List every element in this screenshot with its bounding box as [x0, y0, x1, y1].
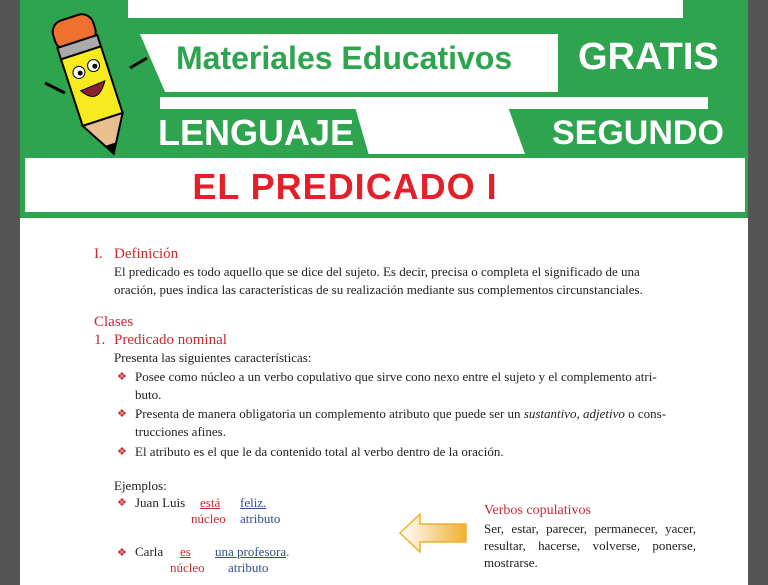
- bullet-icon: ❖: [117, 408, 127, 420]
- section-number: 1.: [94, 332, 106, 348]
- page-title: EL PREDICADO I: [192, 166, 498, 207]
- arrow-left-icon: [398, 512, 470, 554]
- header-band: [128, 0, 683, 18]
- example-attribute: feliz.: [240, 495, 267, 510]
- gratis-label: GRATIS: [578, 36, 719, 78]
- paragraph-line: Presenta las siguientes características:: [114, 350, 312, 365]
- brand-name: Materiales Educativos: [176, 40, 513, 76]
- pencil-mascot-icon: [35, 8, 155, 158]
- section-heading: Predicado nominal: [114, 332, 227, 348]
- emphasis: sustantivo, adjetivo: [523, 406, 625, 421]
- copulative-verbs-line: resultar, hacerse, volverse, ponerse,: [484, 538, 696, 553]
- section-number: I.: [94, 246, 103, 262]
- bullet-line: El atributo es el que le da contenido total al verbo dentro de la oración.: [135, 444, 504, 459]
- example-verb: está: [200, 495, 221, 510]
- attribute-label: atributo: [228, 560, 269, 575]
- paragraph-line: El predicado es todo aquello que se dice del sujeto. Es decir, precisa o completa el significado de una: [114, 264, 640, 279]
- attribute-label: atributo: [240, 511, 281, 526]
- bullet-line: trucciones afines.: [135, 424, 226, 439]
- bullet-line: Posee como núcleo a un verbo copulativo que sirve cono nexo entre el sujeto y el complemento atri-: [135, 369, 657, 384]
- subject-label: LENGUAJE: [158, 112, 355, 153]
- grade-label: SEGUNDO: [552, 114, 724, 152]
- attribute-text: una profesora: [215, 544, 287, 559]
- copulative-verbs-line: Ser, estar, parecer, permanecer, yacer,: [484, 521, 696, 536]
- bullet-line: buto.: [135, 387, 162, 402]
- example-subject: Carla: [135, 544, 164, 559]
- bullet-icon: ❖: [117, 497, 127, 509]
- paragraph-line: oración, pues indica las características de su realización mediante sus complementos circunstanciales.: [114, 282, 643, 297]
- bullet-icon: ❖: [117, 446, 127, 458]
- example-subject: Juan Luis: [135, 495, 186, 510]
- copulative-verbs-title: Verbos copulativos: [484, 503, 591, 518]
- period: .: [286, 544, 290, 559]
- section-heading: Clases: [94, 314, 134, 330]
- example-verb: es: [180, 544, 191, 559]
- text: o cons-: [624, 406, 667, 421]
- bullet-line: [135, 405, 666, 423]
- text: Presenta de manera obligatoria un complemento atributo que puede ser un: [135, 406, 524, 421]
- nucleus-label: núcleo: [191, 511, 226, 526]
- examples-label: Ejemplos:: [114, 478, 167, 493]
- copulative-verbs-line: mostrarse.: [484, 555, 538, 570]
- title-box: [25, 158, 745, 212]
- bullet-icon: ❖: [117, 371, 127, 383]
- bullet-icon: ❖: [117, 547, 127, 559]
- nucleus-label: núcleo: [170, 560, 205, 575]
- section-heading: Definición: [114, 246, 179, 262]
- header-band: [355, 107, 525, 154]
